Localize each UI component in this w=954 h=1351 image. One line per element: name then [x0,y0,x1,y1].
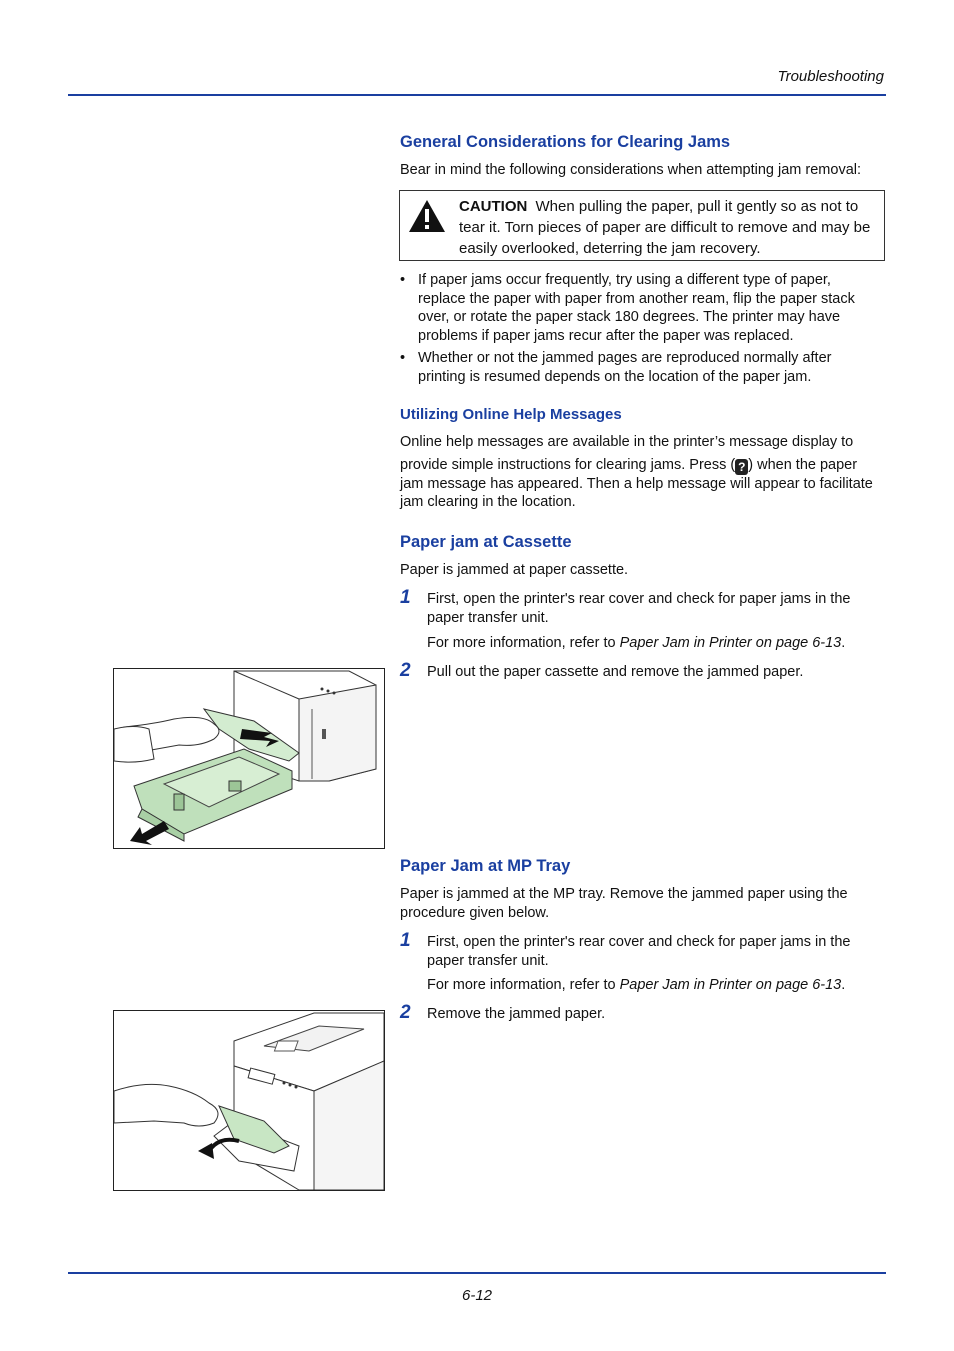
reference-prefix: For more information, refer to [427,977,620,993]
step-number: 2 [400,1002,411,1023]
page-number: 6-12 [461,1287,493,1304]
caution-body: When pulling the paper, pull it gently so as not to tear it. Torn pieces of paper are difficult to remove and may be easily overlooked, deterring the jam recovery. [459,198,871,257]
reference-link[interactable]: Paper Jam in Printer on page 6-13 [619,635,842,651]
cassette-illustration [113,668,385,849]
bullet-item [400,271,886,347]
step-reference [427,635,885,651]
general-heading: General Considerations for Clearing Jams [400,133,731,151]
online-help-line4: jam clearing in the location. [400,494,576,510]
step-reference [427,977,885,993]
mp-tray-heading: Paper Jam at MP Tray [400,857,571,875]
cassette-heading: Paper jam at Cassette [400,533,572,551]
bullet-dot: • [400,350,406,366]
running-header: Troubleshooting [777,68,884,85]
step-text: Remove the jammed paper. [427,1006,606,1022]
header-rule [68,94,886,96]
bullet-item [400,349,886,389]
online-help-heading: Utilizing Online Help Messages [400,406,622,423]
step-number: 1 [400,587,411,608]
mp-tray-illustration [113,1010,385,1191]
reference-suffix: . [841,635,846,651]
bullet-text: Whether or not the jammed pages are reproduced normally after printing is resumed depends on the location of the paper jam. [418,350,832,385]
footer-rule [68,1272,886,1274]
caution-box [399,190,885,261]
step-text: First, open the printer's rear cover and check for paper jams in the paper transfer unit. [427,934,851,969]
help-key-icon: ? [735,459,748,475]
step-number: 2 [400,660,411,681]
mp-tray-drawing [114,1011,384,1190]
cassette-drawing [114,669,384,848]
general-intro: Bear in mind the following considerations when attempting jam removal: [400,162,862,178]
online-help-text: ) when the paper [748,457,858,473]
mp-tray-intro: Paper is jammed at the MP tray. Remove the jammed paper using the procedure given below. [400,886,848,921]
online-help-line2 [400,456,886,475]
caution-text [459,196,883,259]
cassette-intro: Paper is jammed at paper cassette. [400,562,629,578]
online-help-line3: jam message has appeared. Then a help message will appear to facilitate [400,476,873,492]
step-number: 1 [400,930,411,951]
caution-label: CAUTION [459,198,528,215]
online-help-text: provide simple instructions for clearing jams. Press ( [400,457,736,473]
online-help-line1: Online help messages are available in the printer’s message display to [400,434,854,450]
reference-link[interactable]: Paper Jam in Printer on page 6-13 [619,977,842,993]
bullet-dot: • [400,272,406,288]
bullet-text: If paper jams occur frequently, try using a different type of paper, replace the paper with paper from another ream, flip the paper stack over, or rotate the paper stack 180 degrees. The printer may have problems if paper jams recur after the paper was replaced. [418,272,855,344]
step-text: First, open the printer's rear cover and check for paper jams in the paper transfer unit. [427,591,851,626]
reference-prefix: For more information, refer to [427,635,620,651]
step-text: Pull out the paper cassette and remove the jammed paper. [427,664,804,680]
reference-suffix: . [841,977,846,993]
warning-icon [408,199,446,233]
